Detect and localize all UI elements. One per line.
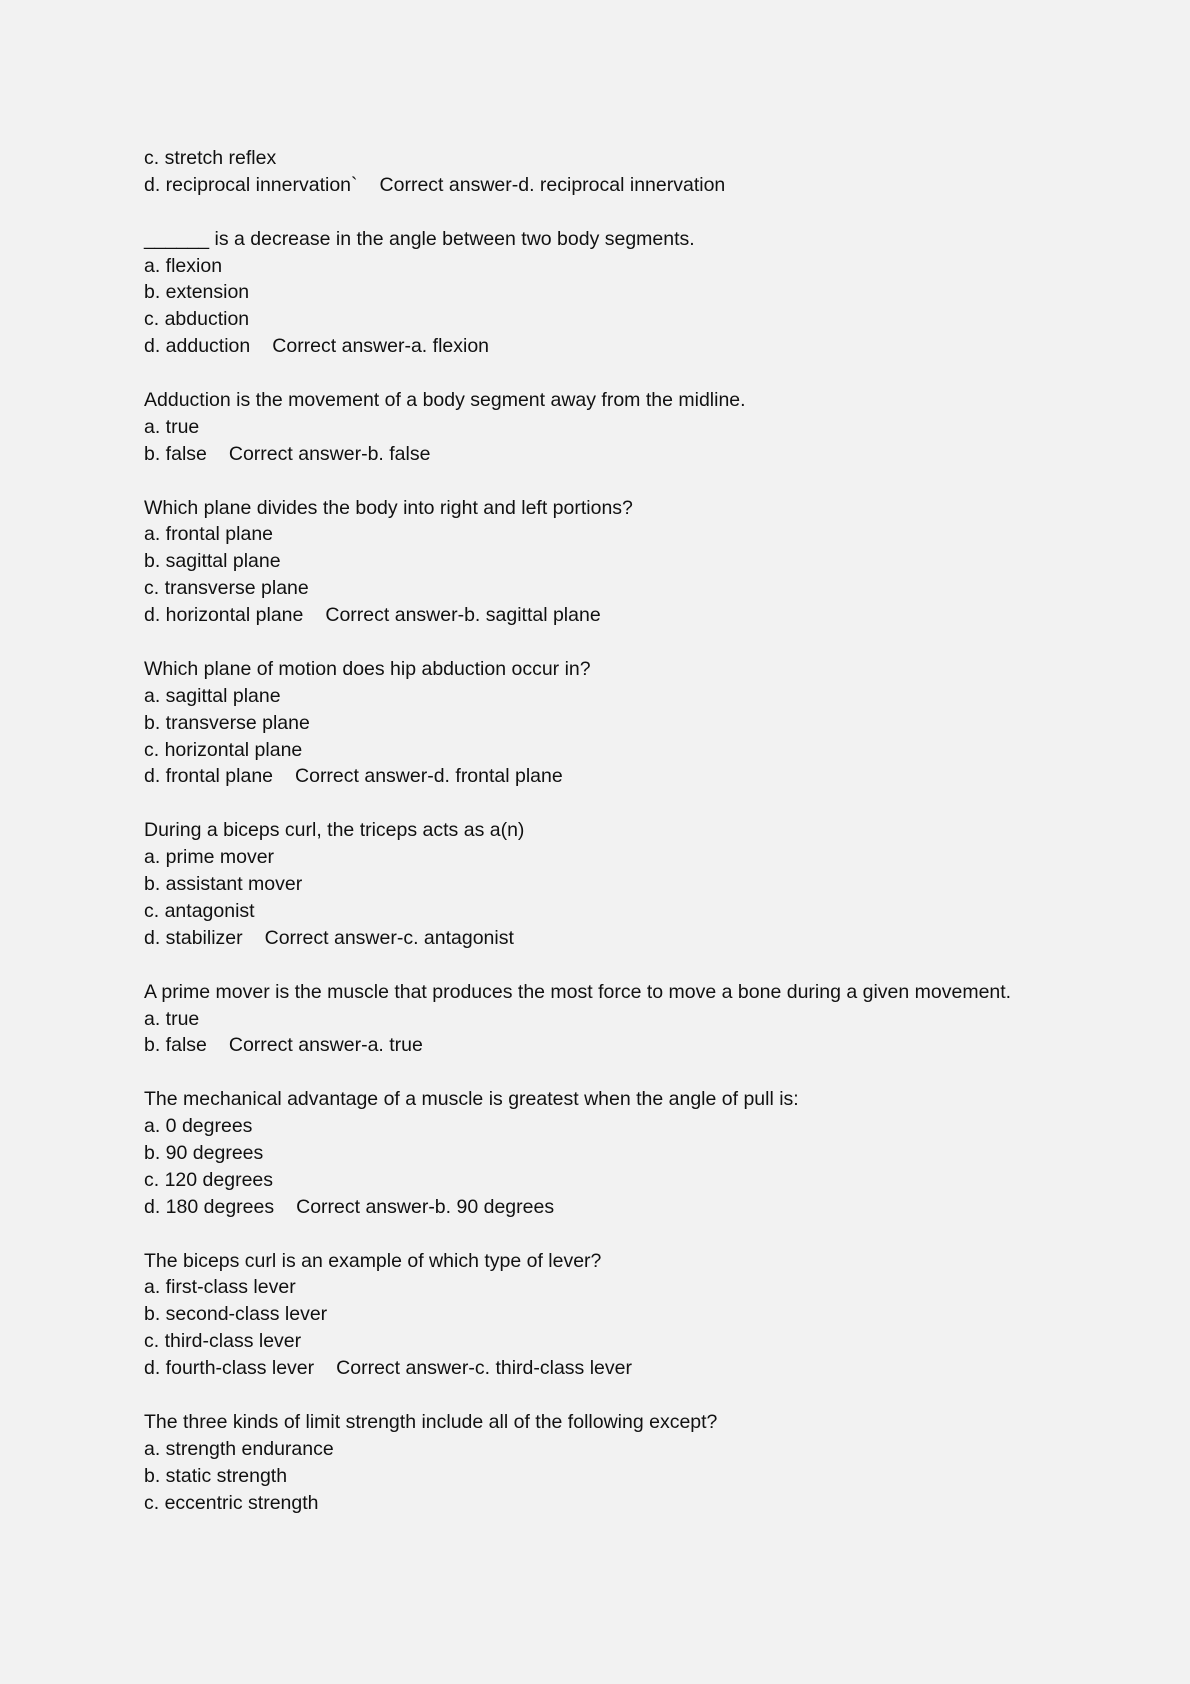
correct-answer: Correct answer-d. reciprocal innervation <box>379 173 726 196</box>
correct-answer: Correct answer-a. true <box>228 1034 423 1057</box>
question-text: The three kinds of limit strength include all of the following except? <box>144 1410 718 1433</box>
option: c. horizontal plane <box>144 738 303 761</box>
option: d. adduction <box>144 335 251 358</box>
option: b. false <box>144 1034 207 1057</box>
option: a. strength endurance <box>144 1437 334 1460</box>
option: b. extension <box>144 281 250 304</box>
option: c. abduction <box>144 308 250 331</box>
option: d. frontal plane <box>144 765 274 788</box>
option-with-answer <box>144 441 1104 468</box>
option-with-answer <box>144 172 1104 199</box>
option-with-answer <box>144 1194 1104 1221</box>
question-block <box>144 979 1104 1060</box>
spacer <box>144 952 1104 979</box>
question-block <box>144 226 1104 360</box>
question-text: Which plane divides the body into right and left portions? <box>144 496 633 519</box>
option: c. 120 degrees <box>144 1168 274 1191</box>
option-with-answer <box>144 925 1104 952</box>
option: b. 90 degrees <box>144 1141 264 1164</box>
correct-answer: Correct answer-b. false <box>228 442 431 465</box>
question-text: Adduction is the movement of a body segment away from the midline. <box>144 389 746 412</box>
option: a. prime mover <box>144 846 275 869</box>
option: a. true <box>144 1007 200 1030</box>
spacer <box>144 1382 1104 1409</box>
question-text: The biceps curl is an example of which type of lever? <box>144 1249 602 1272</box>
option: a. sagittal plane <box>144 684 281 707</box>
question-block <box>144 495 1104 629</box>
question-text: A prime mover is the muscle that produces the most force to move a bone during a given movement. <box>144 980 1012 1003</box>
option: a. frontal plane <box>144 523 274 546</box>
option: a. first-class lever <box>144 1276 296 1299</box>
option: b. false <box>144 442 207 465</box>
option: b. static strength <box>144 1464 288 1487</box>
option: d. stabilizer <box>144 926 243 949</box>
option: b. transverse plane <box>144 711 310 734</box>
question-text: Which plane of motion does hip abduction occur in? <box>144 657 591 680</box>
option: c. eccentric strength <box>144 1491 319 1514</box>
question-text: ______ is a decrease in the angle between two body segments. <box>144 227 695 250</box>
option-with-answer <box>144 1032 1104 1059</box>
correct-answer: Correct answer-d. frontal plane <box>295 765 563 788</box>
correct-answer: Correct answer-c. antagonist <box>264 926 514 949</box>
option: d. 180 degrees <box>144 1195 275 1218</box>
spacer <box>144 629 1104 656</box>
correct-answer: Correct answer-c. third-class lever <box>336 1357 632 1380</box>
spacer <box>144 790 1104 817</box>
option: c. transverse plane <box>144 577 309 600</box>
spacer <box>144 1059 1104 1086</box>
question-block <box>144 817 1104 951</box>
option: a. true <box>144 415 200 438</box>
spacer <box>144 360 1104 387</box>
option: b. sagittal plane <box>144 550 281 573</box>
correct-answer: Correct answer-b. sagittal plane <box>325 604 601 627</box>
correct-answer: Correct answer-a. flexion <box>272 335 490 358</box>
question-text: During a biceps curl, the triceps acts as a(n) <box>144 819 525 842</box>
option-with-answer <box>144 763 1104 790</box>
option: b. second-class lever <box>144 1303 328 1326</box>
option: b. assistant mover <box>144 873 303 896</box>
continuation-block <box>144 145 1104 199</box>
spacer <box>144 199 1104 226</box>
option-with-answer <box>144 1355 1104 1382</box>
option-with-answer <box>144 333 1104 360</box>
question-block <box>144 1086 1104 1220</box>
question-text: The mechanical advantage of a muscle is greatest when the angle of pull is: <box>144 1088 799 1111</box>
question-block <box>144 1248 1104 1382</box>
option-with-answer <box>144 602 1104 629</box>
question-block <box>144 1409 1104 1517</box>
question-block <box>144 656 1104 790</box>
option: c. stretch reflex <box>144 147 277 169</box>
option: d. horizontal plane <box>144 604 304 627</box>
option: d. fourth-class lever <box>144 1357 315 1380</box>
correct-answer: Correct answer-b. 90 degrees <box>296 1195 555 1218</box>
option: d. reciprocal innervation` <box>144 173 358 196</box>
option: a. 0 degrees <box>144 1115 253 1138</box>
quiz-content <box>144 145 1104 1516</box>
option: a. flexion <box>144 254 223 277</box>
spacer <box>144 1221 1104 1248</box>
question-block <box>144 387 1104 468</box>
option: c. antagonist <box>144 899 255 922</box>
spacer <box>144 468 1104 495</box>
option: c. third-class lever <box>144 1330 302 1353</box>
